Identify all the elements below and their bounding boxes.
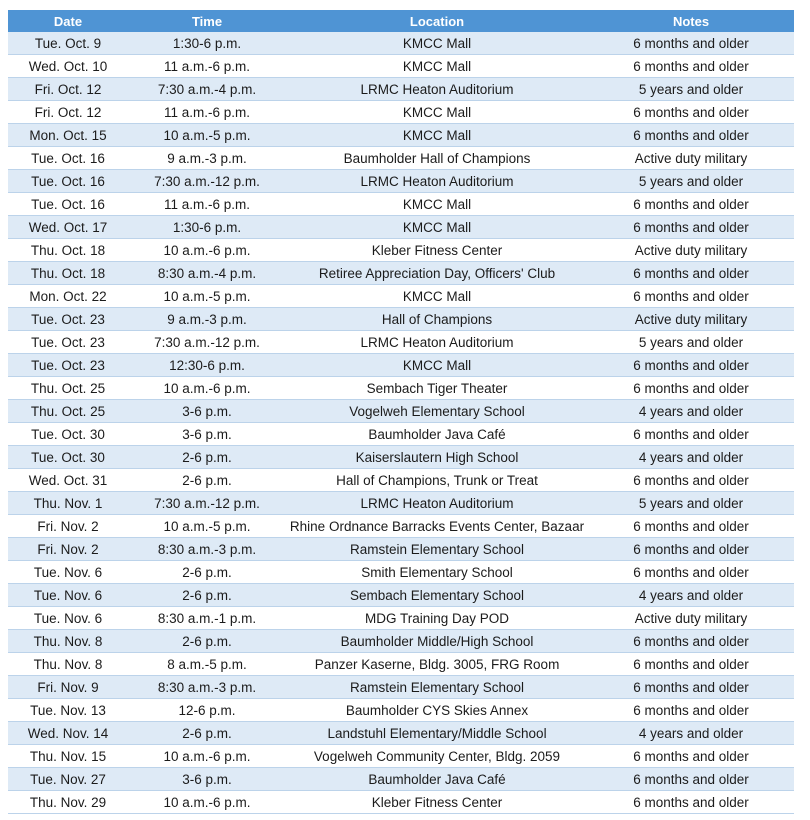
table-row: [8, 423, 794, 446]
table-row: [8, 285, 794, 308]
cell-location: Panzer Kaserne, Bldg. 3005, FRG Room: [286, 653, 588, 676]
cell-location: Vogelweh Elementary School: [286, 400, 588, 423]
cell-time: 10 a.m.-6 p.m.: [128, 791, 286, 814]
cell-notes: 6 months and older: [588, 32, 794, 55]
cell-time: 8:30 a.m.-1 p.m.: [128, 607, 286, 630]
cell-time: 10 a.m.-6 p.m.: [128, 377, 286, 400]
cell-date: Tue. Nov. 6: [8, 607, 128, 630]
cell-location: KMCC Mall: [286, 55, 588, 78]
cell-time: 11 a.m.-6 p.m.: [128, 55, 286, 78]
cell-time: 11 a.m.-6 p.m.: [128, 193, 286, 216]
cell-notes: 5 years and older: [588, 78, 794, 101]
cell-location: MDG Training Day POD: [286, 607, 588, 630]
cell-notes: 4 years and older: [588, 446, 794, 469]
cell-time: 3-6 p.m.: [128, 768, 286, 791]
cell-notes: 6 months and older: [588, 676, 794, 699]
cell-time: 2-6 p.m.: [128, 446, 286, 469]
cell-location: Baumholder Java Café: [286, 423, 588, 446]
cell-location: Vogelweh Community Center, Bldg. 2059: [286, 745, 588, 768]
cell-time: 1:30-6 p.m.: [128, 32, 286, 55]
table-row: [8, 630, 794, 653]
cell-time: 7:30 a.m.-12 p.m.: [128, 492, 286, 515]
cell-notes: 4 years and older: [588, 400, 794, 423]
cell-location: KMCC Mall: [286, 101, 588, 124]
table-row: [8, 745, 794, 768]
cell-date: Thu. Nov. 15: [8, 745, 128, 768]
cell-time: 9 a.m.-3 p.m.: [128, 308, 286, 331]
cell-notes: 6 months and older: [588, 745, 794, 768]
cell-date: Tue. Oct. 16: [8, 193, 128, 216]
table-row: [8, 147, 794, 170]
table-header: [8, 10, 794, 32]
table-body: [8, 32, 794, 814]
cell-notes: 5 years and older: [588, 492, 794, 515]
cell-notes: 6 months and older: [588, 630, 794, 653]
cell-date: Fri. Oct. 12: [8, 101, 128, 124]
cell-time: 10 a.m.-5 p.m.: [128, 124, 286, 147]
cell-time: 2-6 p.m.: [128, 722, 286, 745]
cell-date: Wed. Nov. 14: [8, 722, 128, 745]
cell-notes: 6 months and older: [588, 768, 794, 791]
cell-date: Thu. Oct. 25: [8, 400, 128, 423]
cell-location: Baumholder Hall of Champions: [286, 147, 588, 170]
cell-time: 8:30 a.m.-4 p.m.: [128, 262, 286, 285]
cell-time: 7:30 a.m.-12 p.m.: [128, 170, 286, 193]
cell-time: 10 a.m.-5 p.m.: [128, 285, 286, 308]
cell-location: Sembach Tiger Theater: [286, 377, 588, 400]
cell-location: Landstuhl Elementary/Middle School: [286, 722, 588, 745]
cell-date: Tue. Oct. 16: [8, 147, 128, 170]
cell-time: 8:30 a.m.-3 p.m.: [128, 676, 286, 699]
table-row: [8, 538, 794, 561]
cell-time: 12:30-6 p.m.: [128, 354, 286, 377]
cell-notes: 6 months and older: [588, 699, 794, 722]
cell-notes: 5 years and older: [588, 331, 794, 354]
table-row: [8, 193, 794, 216]
cell-notes: 6 months and older: [588, 515, 794, 538]
cell-time: 11 a.m.-6 p.m.: [128, 101, 286, 124]
cell-date: Tue. Oct. 23: [8, 331, 128, 354]
table-row: [8, 170, 794, 193]
cell-location: Ramstein Elementary School: [286, 538, 588, 561]
cell-location: Ramstein Elementary School: [286, 676, 588, 699]
cell-notes: Active duty military: [588, 308, 794, 331]
cell-time: 2-6 p.m.: [128, 469, 286, 492]
header-notes: Notes: [588, 10, 794, 32]
cell-time: 1:30-6 p.m.: [128, 216, 286, 239]
cell-location: Kleber Fitness Center: [286, 791, 588, 814]
cell-notes: 6 months and older: [588, 285, 794, 308]
cell-notes: Active duty military: [588, 147, 794, 170]
cell-time: 3-6 p.m.: [128, 400, 286, 423]
cell-date: Tue. Oct. 9: [8, 32, 128, 55]
table-row: [8, 469, 794, 492]
cell-time: 10 a.m.-6 p.m.: [128, 239, 286, 262]
cell-time: 2-6 p.m.: [128, 630, 286, 653]
table-row: [8, 446, 794, 469]
cell-location: KMCC Mall: [286, 193, 588, 216]
cell-location: LRMC Heaton Auditorium: [286, 331, 588, 354]
table-row: [8, 607, 794, 630]
table-row: [8, 216, 794, 239]
cell-time: 3-6 p.m.: [128, 423, 286, 446]
cell-date: Fri. Nov. 9: [8, 676, 128, 699]
cell-location: Kleber Fitness Center: [286, 239, 588, 262]
cell-date: Mon. Oct. 15: [8, 124, 128, 147]
cell-date: Tue. Oct. 30: [8, 423, 128, 446]
cell-date: Thu. Oct. 18: [8, 239, 128, 262]
cell-time: 9 a.m.-3 p.m.: [128, 147, 286, 170]
cell-date: Tue. Oct. 16: [8, 170, 128, 193]
cell-notes: 6 months and older: [588, 55, 794, 78]
cell-notes: 4 years and older: [588, 584, 794, 607]
cell-location: Hall of Champions: [286, 308, 588, 331]
cell-notes: 6 months and older: [588, 653, 794, 676]
table-row: [8, 584, 794, 607]
cell-date: Fri. Nov. 2: [8, 515, 128, 538]
cell-date: Thu. Nov. 29: [8, 791, 128, 814]
table-row: [8, 699, 794, 722]
table-row: [8, 492, 794, 515]
cell-notes: 4 years and older: [588, 722, 794, 745]
table-row: [8, 676, 794, 699]
cell-location: KMCC Mall: [286, 32, 588, 55]
table-row: [8, 32, 794, 55]
cell-date: Tue. Oct. 30: [8, 446, 128, 469]
table-row: [8, 331, 794, 354]
table-row: [8, 308, 794, 331]
cell-date: Thu. Oct. 18: [8, 262, 128, 285]
cell-date: Tue. Oct. 23: [8, 308, 128, 331]
cell-location: LRMC Heaton Auditorium: [286, 170, 588, 193]
cell-notes: 6 months and older: [588, 791, 794, 814]
cell-time: 12-6 p.m.: [128, 699, 286, 722]
cell-location: LRMC Heaton Auditorium: [286, 492, 588, 515]
table-row: [8, 561, 794, 584]
cell-location: Retiree Appreciation Day, Officers' Club: [286, 262, 588, 285]
table-row: [8, 78, 794, 101]
cell-location: Baumholder CYS Skies Annex: [286, 699, 588, 722]
schedule-table: [8, 10, 794, 814]
cell-date: Tue. Nov. 6: [8, 584, 128, 607]
table-row: [8, 55, 794, 78]
cell-date: Fri. Nov. 2: [8, 538, 128, 561]
cell-location: Rhine Ordnance Barracks Events Center, Bazaar: [286, 515, 588, 538]
table-row: [8, 791, 794, 814]
table-row: [8, 101, 794, 124]
table-row: [8, 262, 794, 285]
table-row: [8, 124, 794, 147]
cell-location: LRMC Heaton Auditorium: [286, 78, 588, 101]
cell-location: Hall of Champions, Trunk or Treat: [286, 469, 588, 492]
table-row: [8, 722, 794, 745]
cell-notes: 6 months and older: [588, 193, 794, 216]
cell-notes: Active duty military: [588, 239, 794, 262]
cell-notes: 6 months and older: [588, 354, 794, 377]
cell-time: 8:30 a.m.-3 p.m.: [128, 538, 286, 561]
table-row: [8, 239, 794, 262]
cell-notes: 6 months and older: [588, 538, 794, 561]
table-row: [8, 354, 794, 377]
cell-date: Fri. Oct. 12: [8, 78, 128, 101]
cell-location: Smith Elementary School: [286, 561, 588, 584]
cell-date: Wed. Oct. 31: [8, 469, 128, 492]
cell-notes: 6 months and older: [588, 469, 794, 492]
header-time: Time: [128, 10, 286, 32]
header-row: [8, 10, 794, 32]
cell-date: Tue. Nov. 13: [8, 699, 128, 722]
cell-notes: 5 years and older: [588, 170, 794, 193]
cell-location: Kaiserslautern High School: [286, 446, 588, 469]
cell-date: Wed. Oct. 10: [8, 55, 128, 78]
cell-location: KMCC Mall: [286, 216, 588, 239]
cell-time: 8 a.m.-5 p.m.: [128, 653, 286, 676]
cell-location: KMCC Mall: [286, 285, 588, 308]
cell-time: 7:30 a.m.-12 p.m.: [128, 331, 286, 354]
table-row: [8, 768, 794, 791]
cell-time: 2-6 p.m.: [128, 584, 286, 607]
cell-notes: 6 months and older: [588, 561, 794, 584]
table-row: [8, 400, 794, 423]
cell-time: 7:30 a.m.-4 p.m.: [128, 78, 286, 101]
cell-date: Tue. Nov. 27: [8, 768, 128, 791]
header-location: Location: [286, 10, 588, 32]
cell-location: Baumholder Middle/High School: [286, 630, 588, 653]
cell-notes: Active duty military: [588, 607, 794, 630]
cell-notes: 6 months and older: [588, 423, 794, 446]
cell-notes: 6 months and older: [588, 216, 794, 239]
header-date: Date: [8, 10, 128, 32]
table-row: [8, 377, 794, 400]
cell-date: Tue. Nov. 6: [8, 561, 128, 584]
table-row: [8, 653, 794, 676]
cell-notes: 6 months and older: [588, 262, 794, 285]
cell-time: 10 a.m.-6 p.m.: [128, 745, 286, 768]
cell-date: Thu. Nov. 8: [8, 630, 128, 653]
cell-location: Sembach Elementary School: [286, 584, 588, 607]
table-row: [8, 515, 794, 538]
cell-date: Thu. Oct. 25: [8, 377, 128, 400]
cell-date: Wed. Oct. 17: [8, 216, 128, 239]
cell-time: 2-6 p.m.: [128, 561, 286, 584]
cell-date: Thu. Nov. 8: [8, 653, 128, 676]
cell-notes: 6 months and older: [588, 377, 794, 400]
cell-date: Mon. Oct. 22: [8, 285, 128, 308]
cell-notes: 6 months and older: [588, 101, 794, 124]
cell-time: 10 a.m.-5 p.m.: [128, 515, 286, 538]
cell-location: KMCC Mall: [286, 124, 588, 147]
cell-location: KMCC Mall: [286, 354, 588, 377]
cell-date: Thu. Nov. 1: [8, 492, 128, 515]
cell-location: Baumholder Java Café: [286, 768, 588, 791]
cell-date: Tue. Oct. 23: [8, 354, 128, 377]
schedule-table-container: [8, 10, 794, 814]
cell-notes: 6 months and older: [588, 124, 794, 147]
